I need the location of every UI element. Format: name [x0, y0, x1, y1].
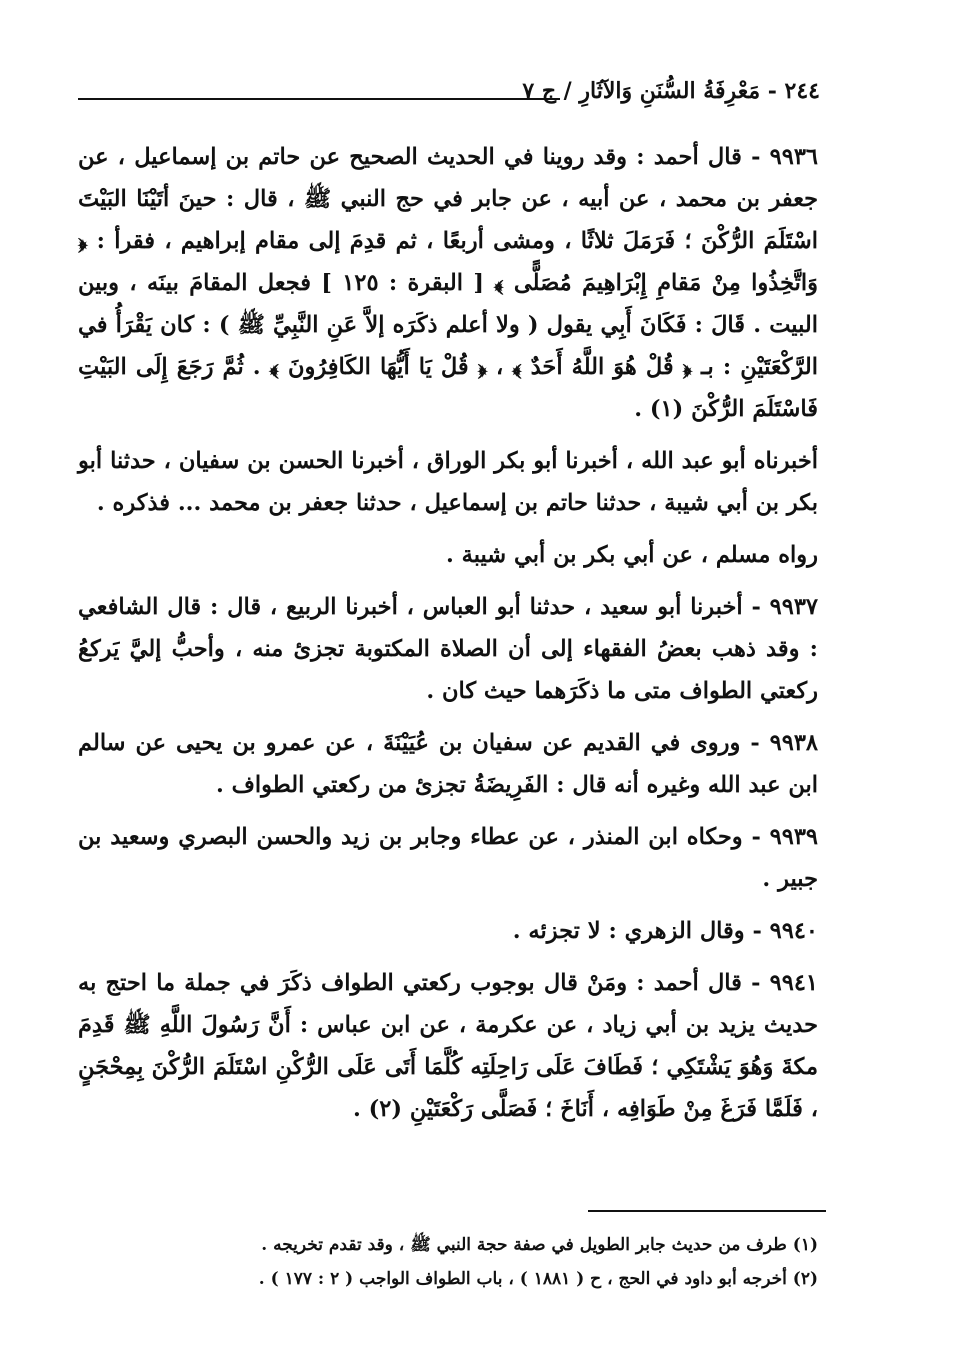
footnotes [150, 1228, 818, 1296]
page-header [70, 74, 820, 114]
paragraph-9938: ٩٩٣٨ - وروى في القديم عن سفيان بن عُيَيْنَةَ ، عن عمرو بن يحيى عن سالم ابن عبد الله وغيره أنه قال : الفَرِيضَةُ تجزئ من ركعتي الطواف . [78, 730, 818, 798]
paragraph-9937: ٩٩٣٧ - أخبرنا أبو سعيد ، حدثنا أبو العباس ، أخبرنا الربيع ، قال : قال الشافعي : وقد ذهب بعضُ الفقهاء إلى أن الصلاة المكتوبة تجزئ منه ، وأحبُّ إليَّ يَركعُ ركعتي الطواف متى ما ذكَرَهما حيث كان . [78, 594, 818, 704]
footnote-separator [588, 1210, 826, 1212]
paragraph-9940: ٩٩٤٠ - وقال الزهري : لا تجزئه . [512, 918, 818, 944]
main-text [78, 136, 818, 1140]
paragraph-9941: ٩٩٤١ - قال أحمد : ومَنْ قال بوجوب ركعتي الطواف ذكَرَ في جملة ما احتج به حديث يزيد بن أبي زياد ، عن عكرمة ، عن ابن عباس : أَنَّ رَسُولَ اللَّهِ ﷺ قَدِمَ مكةَ وَهُوَ يَشْتَكِي ؛ فَطَافَ عَلَى رَاحِلَتِه كُلَّمَا أَتَى عَلَى الرُّكْنِ اسْتَلَمَ الرُّكْنَ بِمِحْجَنٍ ، فَلَمَّا فَرَغَ مِنْ طَوَافِه ، أَنَاخَ ؛ فَصَلَّى رَكْعَتَيْنِ (٢) . [78, 970, 818, 1122]
running-head: ٢٤٤ - مَعْرِفَةُ السُّنَنِ وَالآثَارِ / ج ٧ [522, 78, 820, 104]
header-rule [78, 98, 560, 100]
paragraph-9939: ٩٩٣٩ - وحكاه ابن المنذر ، عن عطاء وجابر بن زيد والحسن البصري وسعيد بن جبير . [78, 824, 818, 892]
paragraph-9936: ٩٩٣٦ - قال أحمد : وقد روينا في الحديث الصحيح عن حاتم بن إسماعيل ، عن جعفر بن محمد ، عن أبيه ، عن جابر في حج النبي ﷺ ، قال : حينَ أتَيْنَا البَيْتَ اسْتَلَمَ الرُّكْنَ ؛ فَرَمَلَ ثلاثًا ، ومشى أربعًا ، ثم قدِمَ إلى مقام إبراهيم ، فقرأ : ﴿ وَاتَّخِذُوا مِنْ مَقامِ إِبْرَاهِيمَ مُصَلًّى ﴾ [ البقرة : ١٢٥ ] فجعل المقامَ بينَه ، وبين البيت . قَالَ : فَكَانَ أَبِي يقول ( ولا أعلم ذكَرَه إلاَّ عَنِ النَّبِيِّ ﷺ ) : كان يَقْرَأُ في الرَّكْعَتَيْنِ : بـ ﴿ قُلْ هُوَ اللَّهُ أَحَدٌ ﴾ ، ﴿ قُلْ يَا أَيُّهَا الكَافِرُونَ ﴾ . ثُمَّ رَجَعَ إِلَى البَيْتِ فَاسْتَلَمَ الرُّكْنَ (١) . [78, 144, 818, 422]
footnote-1: (١) طرف من حديث جابر الطويل في صفة حجة النبي ﷺ ، وقد تقدم تخريجه . [261, 1235, 818, 1255]
footnote-2: (٢) أخرجه أبو داود في الحج ، ح ( ١٨٨١ ) ، باب الطواف الواجب ( ٢ : ١٧٧ ) . [258, 1269, 818, 1289]
paragraph-isnad: أخبرناه أبو عبد الله ، أخبرنا أبو بكر الوراق ، أخبرنا الحسن بن سفيان ، حدثنا أبو بكر بن أبي شيبة ، حدثنا حاتم بن إسماعيل ، حدثنا جعفر بن محمد ... فذكره . [78, 448, 818, 516]
paragraph-muslim: رواه مسلم ، عن أبي بكر بن أبي شيبة . [446, 542, 818, 568]
